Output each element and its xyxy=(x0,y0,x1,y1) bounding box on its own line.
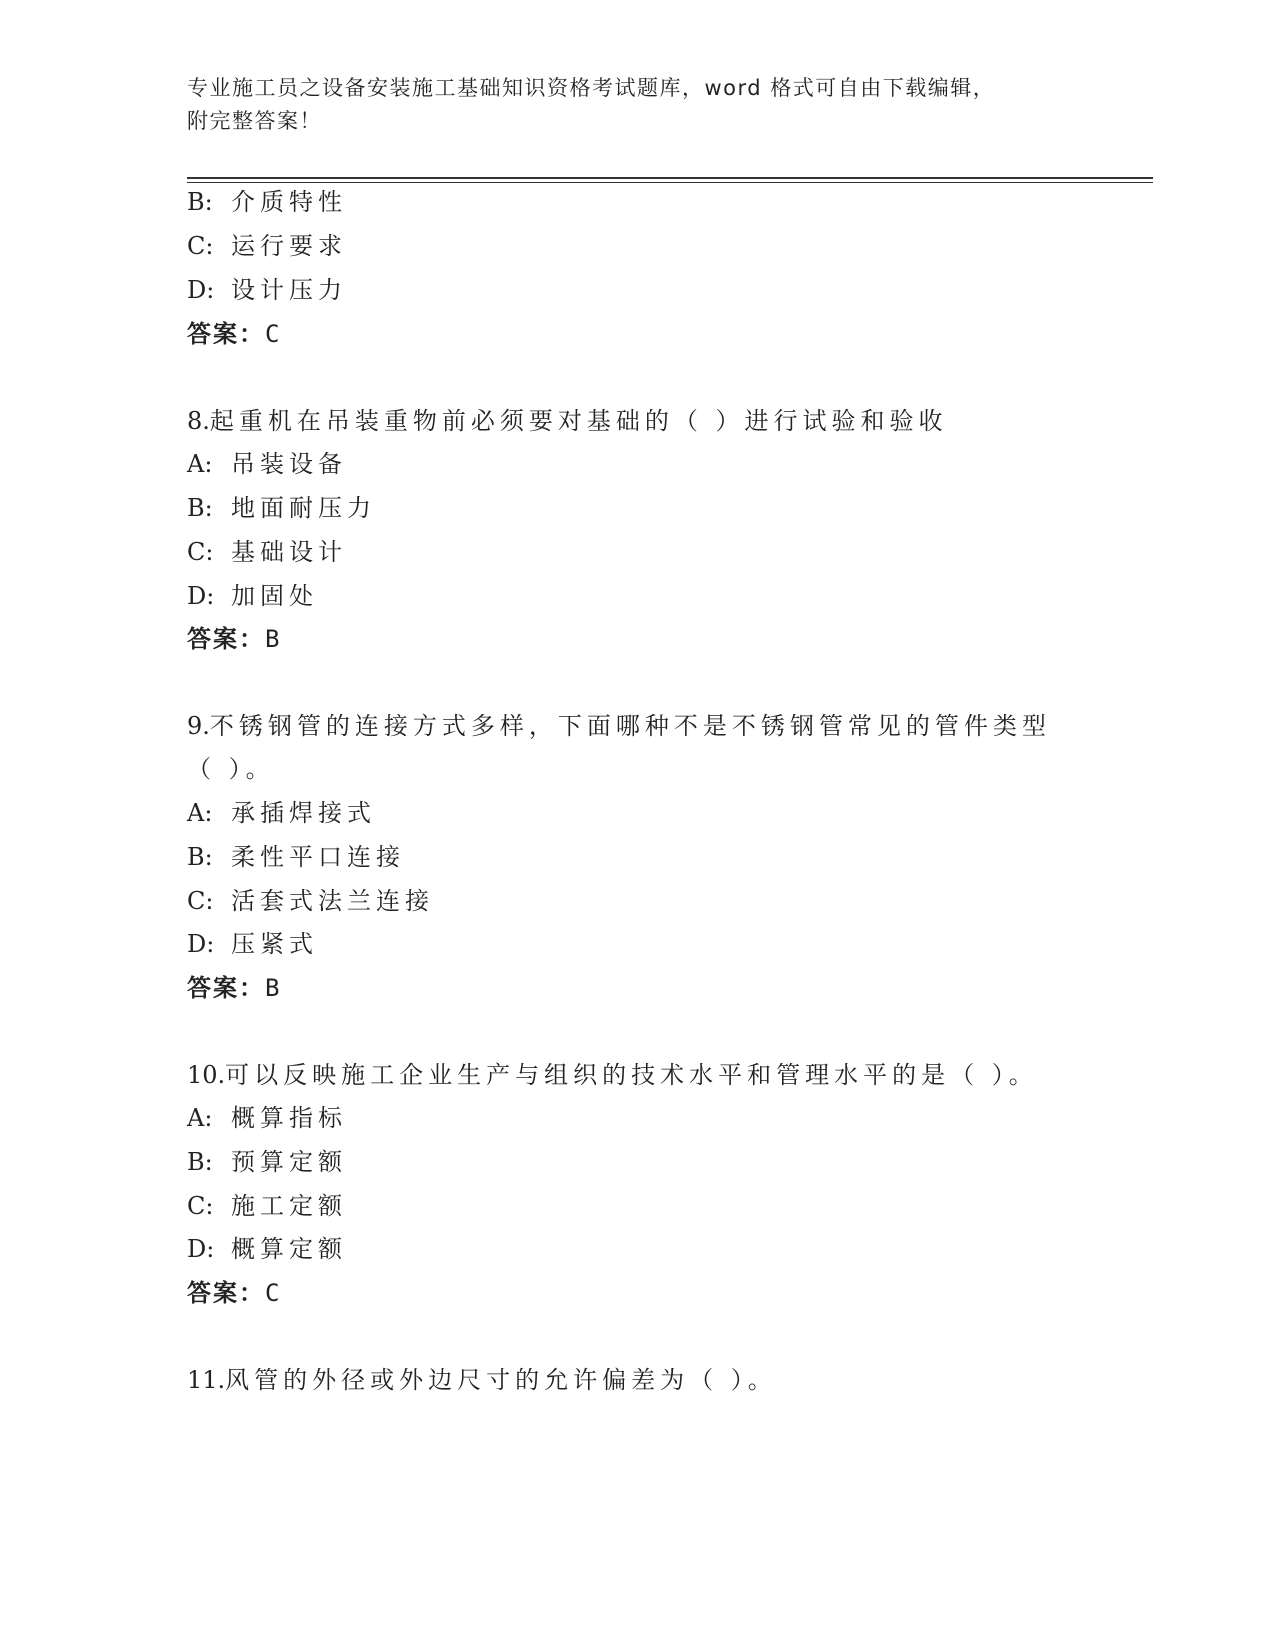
option-label: C: xyxy=(187,1192,214,1220)
option-a xyxy=(187,796,376,830)
option-text: 活套式法兰连接 xyxy=(231,887,434,915)
option-text: 压紧式 xyxy=(231,930,318,958)
question-9 xyxy=(187,709,1051,743)
option-text: 柔性平口连接 xyxy=(231,843,405,871)
header-divider-thin xyxy=(187,182,1153,183)
question-text: 可以反映施工企业生产与组织的技术水平和管理水平的是（ ）。 xyxy=(225,1061,1038,1089)
answer-value: C xyxy=(265,1279,280,1307)
option-label: A: xyxy=(187,799,213,827)
option-label: A: xyxy=(187,1104,213,1132)
option-text: 基础设计 xyxy=(231,538,347,566)
option-label: C: xyxy=(187,887,214,915)
question-11 xyxy=(187,1363,777,1397)
option-text: 概算定额 xyxy=(231,1235,347,1263)
option-d xyxy=(187,273,347,307)
option-b xyxy=(187,840,405,874)
option-label: B: xyxy=(187,1148,213,1176)
header-line-2: 附完整答案！ xyxy=(187,109,322,133)
option-c xyxy=(187,1189,347,1223)
option-label: D: xyxy=(187,930,215,958)
answer-label: 答案： xyxy=(187,320,265,348)
answer-label: 答案： xyxy=(187,974,265,1002)
option-label: D: xyxy=(187,582,215,610)
option-text: 地面耐压力 xyxy=(231,494,376,522)
answer-line xyxy=(187,317,279,351)
option-a xyxy=(187,447,347,481)
question-number: 8. xyxy=(187,407,210,435)
option-text: 施工定额 xyxy=(231,1192,347,1220)
option-label: A: xyxy=(187,450,213,478)
answer-label: 答案： xyxy=(187,1279,265,1307)
option-b xyxy=(187,185,347,219)
question-number: 9. xyxy=(187,712,210,740)
option-label: D: xyxy=(187,1235,215,1263)
option-b xyxy=(187,491,376,525)
answer-value: B xyxy=(265,974,280,1002)
question-text-continued: （ ）。 xyxy=(187,755,275,783)
option-text: 概算指标 xyxy=(231,1104,347,1132)
option-text: 吊装设备 xyxy=(231,450,347,478)
answer-value: C xyxy=(265,320,280,348)
option-label: D: xyxy=(187,276,215,304)
option-text: 加固处 xyxy=(231,582,318,610)
question-8 xyxy=(187,404,948,438)
option-d xyxy=(187,579,318,613)
answer-line xyxy=(187,1276,279,1310)
question-10 xyxy=(187,1058,1038,1092)
header-divider-thick xyxy=(187,177,1153,179)
option-label: B: xyxy=(187,494,213,522)
option-c xyxy=(187,229,347,263)
option-c xyxy=(187,884,434,918)
document-header xyxy=(187,72,1067,138)
option-c xyxy=(187,535,347,569)
question-9-continuation xyxy=(187,752,275,786)
option-d xyxy=(187,1232,347,1266)
answer-line xyxy=(187,971,279,1005)
answer-value: B xyxy=(265,625,280,653)
option-label: C: xyxy=(187,232,214,260)
question-number: 10. xyxy=(187,1061,226,1089)
option-text: 运行要求 xyxy=(231,232,347,260)
question-number: 11. xyxy=(187,1366,226,1394)
option-text: 承插焊接式 xyxy=(231,799,376,827)
question-text: 不锈钢管的连接方式多样，下面哪种不是不锈钢管常见的管件类型 xyxy=(209,712,1051,740)
option-label: B: xyxy=(187,843,213,871)
option-text: 设计压力 xyxy=(231,276,347,304)
option-text: 介质特性 xyxy=(231,188,347,216)
answer-label: 答案： xyxy=(187,625,265,653)
question-text: 风管的外径或外边尺寸的允许偏差为（ ）。 xyxy=(225,1366,777,1394)
option-text: 预算定额 xyxy=(231,1148,347,1176)
question-text: 起重机在吊装重物前必须要对基础的（ ）进行试验和验收 xyxy=(209,407,948,435)
option-b xyxy=(187,1145,347,1179)
answer-line xyxy=(187,622,279,656)
option-label: C: xyxy=(187,538,214,566)
option-d xyxy=(187,927,318,961)
header-line-1: 专业施工员之设备安装施工基础知识资格考试题库，word 格式可自由下载编辑， xyxy=(187,76,996,100)
option-label: B: xyxy=(187,188,213,216)
option-a xyxy=(187,1101,347,1135)
